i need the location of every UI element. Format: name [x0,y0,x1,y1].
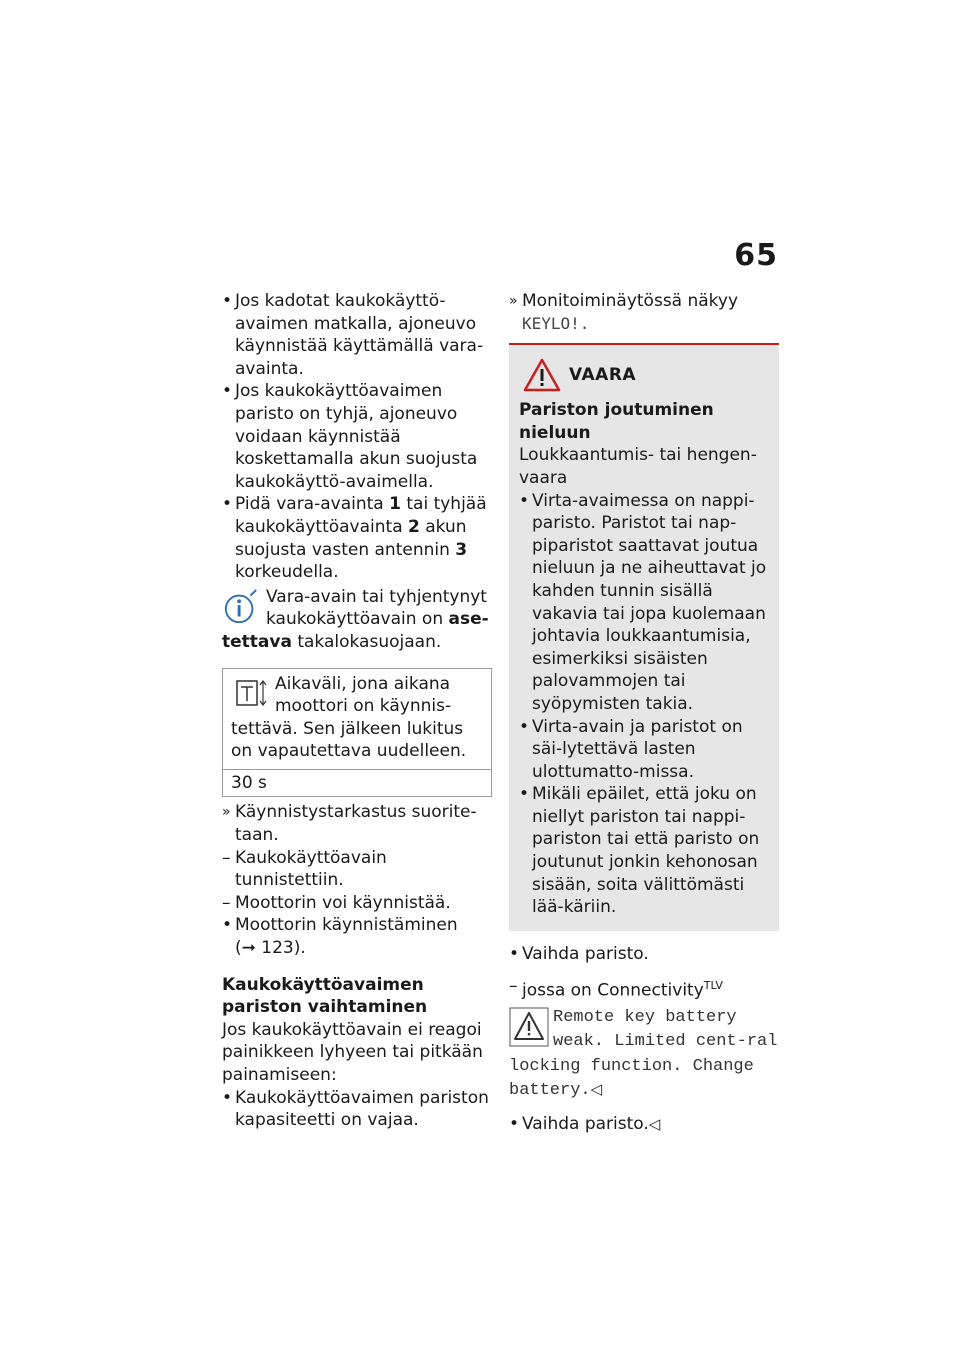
end-mark: ◁ [648,1115,661,1134]
warning-item: • Virta-avain ja paristot on säi-lytettävä lasten ulottumatto-missa. [519,716,769,784]
display-code: KEYLO!. [522,313,590,333]
list-item: • Vaihda paristo. [509,943,779,966]
section-title: Kaukokäyttöavaimen pariston vaihtaminen [222,974,428,1018]
warning-item: • Mikäli epäilet, että joku on niellyt pariston tai nappi-pariston tai että paristo on joutunut jonkin kehonosan sisään, soita välittömästi lää-käriin. [519,783,769,919]
warning-subtitle: Loukkaantumis- tai hengen-vaara [519,445,757,488]
variant-item: – jossa on Connectivity$^{TLV}$ [509,975,779,1002]
info-note: Vara-avain tai tyhjentynyt kaukokäyttöavain on ase-tettava takalokasuojaan. [222,586,489,652]
timer-table [222,668,492,798]
list-item: • Moottorin käynnistäminen (➞ 123). [222,914,494,959]
list-item: • Vaihda paristo.◁ [509,1113,779,1136]
tlv-message: Remote key battery weak. Limited cent-ral locking function. Change battery.◁ [509,1007,778,1101]
list-item: • Kaukokäyttöavaimen pariston kapasiteetti on vajaa. [222,1087,494,1132]
list-item: • Jos kaukokäyttöavaimen paristo on tyhjä, ajoneuvo voidaan käynnistää koskettamalla akun suojusta kaukokäyttö-avaimella. [222,380,494,493]
left-column [222,290,494,1132]
page-number: 65 [734,238,778,273]
result-item: » Monitoiminäytössä näkyy [509,290,779,313]
warning-triangle-icon [509,1007,549,1047]
end-mark: ◁ [590,1080,603,1099]
warning-label: VAARA [569,364,637,385]
warning-box [509,343,779,931]
warning-item: • Virta-avaimessa on nappi-paristo. Paristot tai nap-piparistot saattavat joutua nieluun ja ne aiheuttavat jo kahden tunnin sisällä vakavia tai jopa kuolemaan johtavia loukkaantumisia, esimerkiksi sisäisten palovammojen tai syöpymisten takia. [519,490,769,716]
warning-title: Pariston joutuminen nieluun [519,400,714,443]
warning-header [519,355,769,395]
info-icon [222,588,260,626]
sub-result-item: – Kaukokäyttöavain tunnistettiin. [222,847,494,892]
section-paragraph: Jos kaukokäyttöavain ei reagoi painikkeen lyhyeen tai pitkään painamiseen: [222,1019,483,1085]
page-reference: (➞ 123). [235,938,306,959]
sub-result-item: – Moottorin voi käynnistää. [222,892,494,915]
timer-table-desc: Aikaväli, jona aikana moottori on käynnis-tettävä. Sen jälkeen lukitus on vapautettava uudelleen. [231,673,467,762]
list-item: • Jos kadotat kaukokäyttö-avaimen matkalla, ajoneuvo käynnistää käyttämällä vara-avainta. [222,290,494,380]
warning-triangle-icon [523,358,561,392]
right-column [509,290,779,1136]
timer-table-value: 30 s [223,769,491,797]
result-item: » Käynnistystarkastus suorite-taan. [222,801,494,846]
stopwatch-icon [231,673,271,713]
list-item-antenna: • Pidä vara-avainta 1 tai tyhjää kaukokäyttöavainta 2 akun suojusta vasten antennin 3 korkeudella. [222,493,494,583]
